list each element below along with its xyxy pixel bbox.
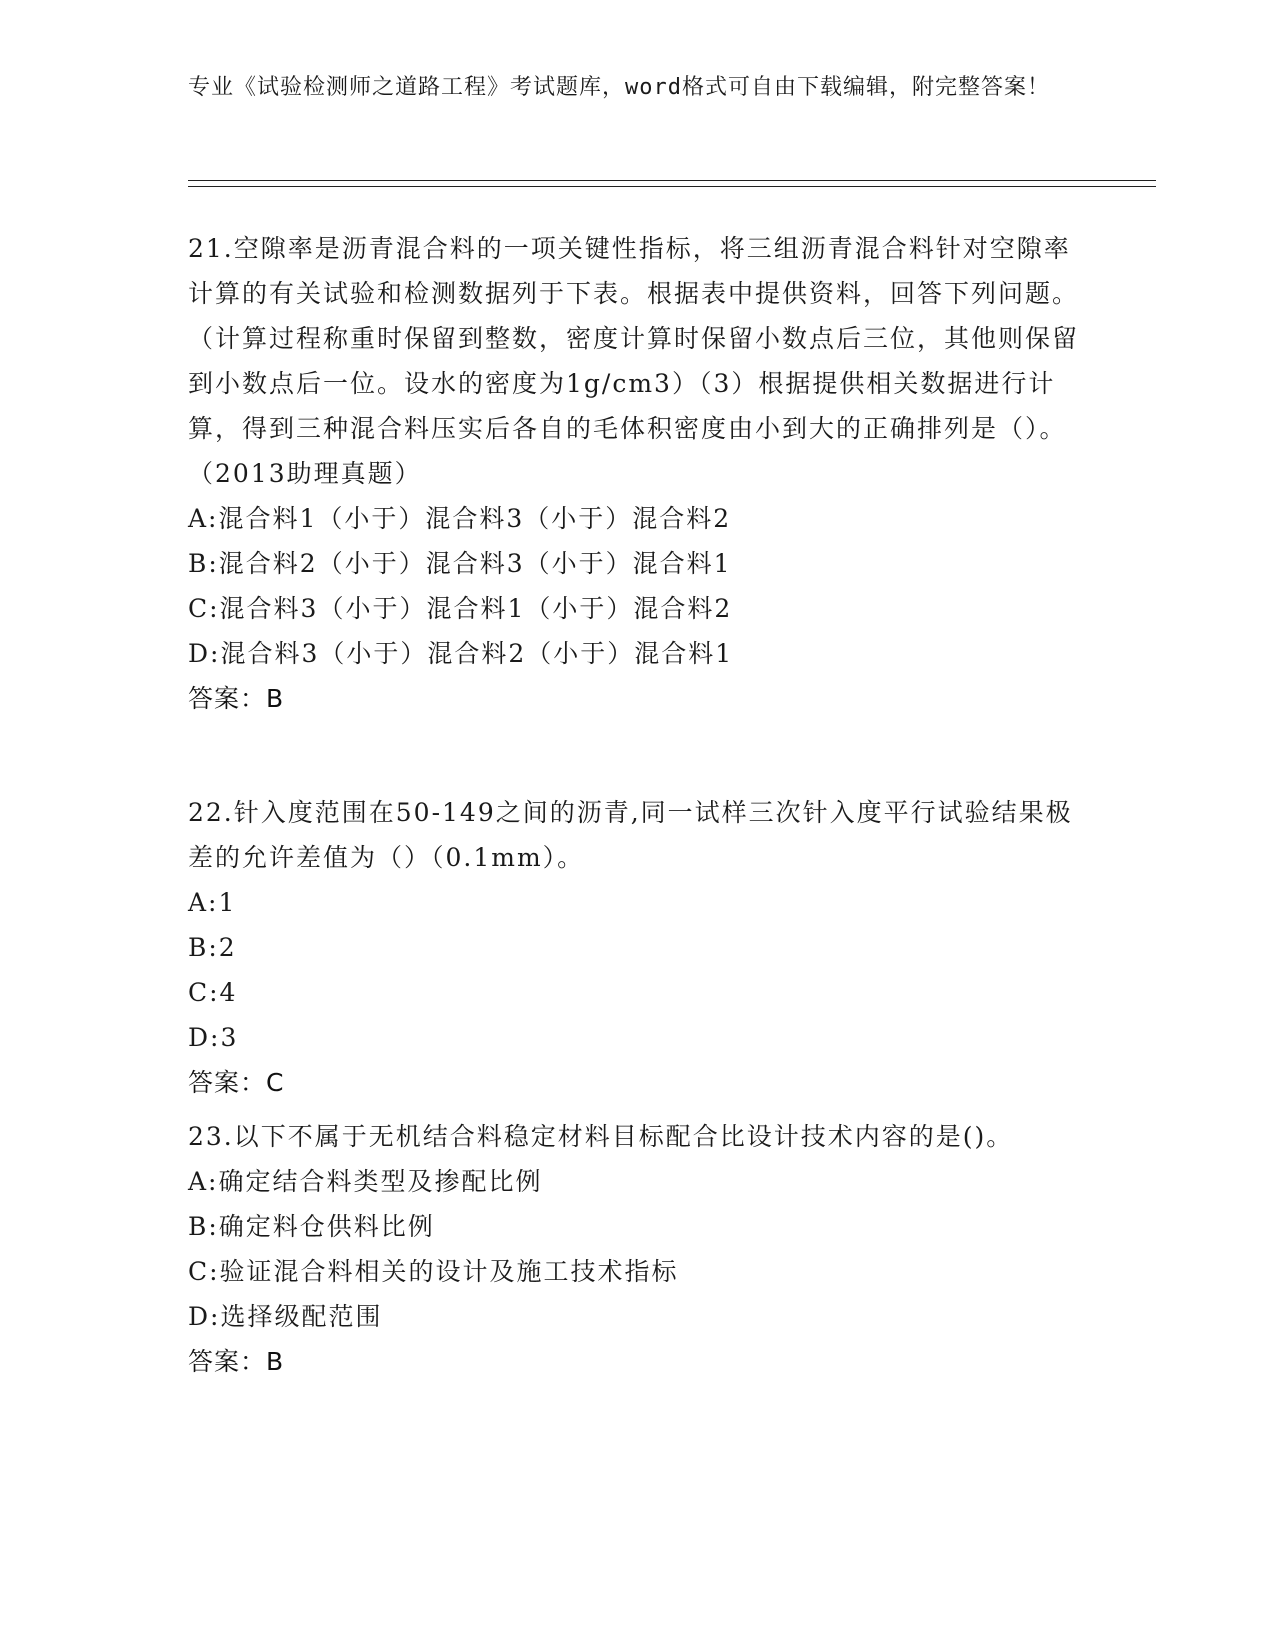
answer: 答案：B bbox=[188, 684, 285, 713]
option-a: A:混合料1（小于）混合料3（小于）混合料2 bbox=[188, 504, 732, 533]
question-text: 22.针入度范围在50-149之间的沥青,同一试样三次针入度平行试验结果极差的允许差值为（）（0.1mm）。 bbox=[188, 798, 1073, 872]
answer: 答案：C bbox=[188, 1068, 285, 1097]
option-c: C:4 bbox=[188, 978, 238, 1007]
option-d: D:3 bbox=[188, 1023, 239, 1052]
question-text: 23.以下不属于无机结合料稳定材料目标配合比设计技术内容的是()。 bbox=[188, 1122, 1014, 1151]
header-divider-top bbox=[188, 180, 1156, 181]
option-a: A:确定结合料类型及掺配比例 bbox=[188, 1167, 543, 1196]
option-d: D:混合料3（小于）混合料2（小于）混合料1 bbox=[188, 639, 734, 668]
document-header: 专业《试验检测师之道路工程》考试题库，word格式可自由下载编辑，附完整答案！ bbox=[188, 75, 1050, 100]
option-b: B:确定料仓供料比例 bbox=[188, 1212, 435, 1241]
option-c: C:混合料3（小于）混合料1（小于）混合料2 bbox=[188, 594, 733, 623]
option-b: B:混合料2（小于）混合料3（小于）混合料1 bbox=[188, 549, 732, 578]
option-c: C:验证混合料相关的设计及施工技术指标 bbox=[188, 1257, 679, 1286]
question-23 bbox=[188, 1114, 1088, 1384]
option-b: B:2 bbox=[188, 933, 237, 962]
option-a: A:1 bbox=[188, 888, 237, 917]
question-21 bbox=[188, 226, 1088, 721]
question-22 bbox=[188, 790, 1088, 1105]
option-d: D:选择级配范围 bbox=[188, 1302, 383, 1331]
question-text: 21.空隙率是沥青混合料的一项关键性指标，将三组沥青混合料针对空隙率计算的有关试验和检测数据列于下表。根据表中提供资料，回答下列问题。（计算过程称重时保留到整数，密度计算时保留小数点后三位，其他则保留到小数点后一位。设水的密度为1g/cm3）（3）根据提供相关数据进行计算，得到三种混合料压实后各自的毛体积密度由小到大的正确排列是（）。（2013助理真题） bbox=[188, 234, 1080, 488]
answer: 答案：B bbox=[188, 1347, 285, 1376]
header-divider-bottom bbox=[188, 186, 1156, 187]
